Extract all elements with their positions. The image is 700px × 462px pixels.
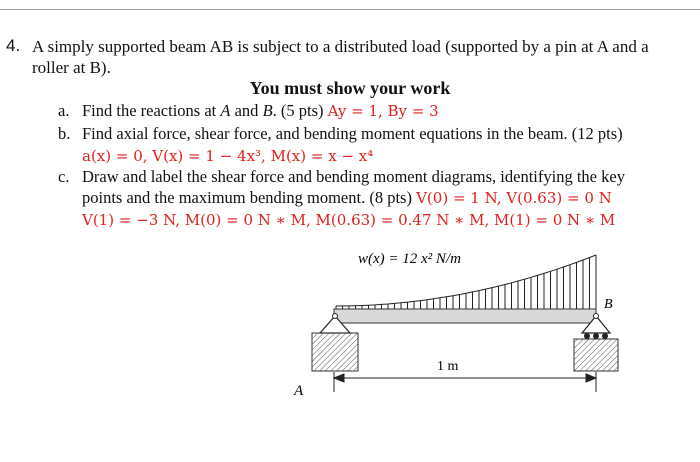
part-a-label: a. <box>58 101 70 120</box>
question-number: 4. <box>6 36 21 55</box>
part-c-text-line2: points and the maximum bending moment. (8 pts) V(0) = 1 N, V(0.63) = 0 N <box>82 188 612 207</box>
part-c-label: c. <box>58 167 70 186</box>
length-label: 1 m <box>437 359 459 374</box>
part-b-label: b. <box>58 124 71 143</box>
part-c-answer-line2: V(0) = 1 N, V(0.63) = 0 N <box>416 189 612 207</box>
label-a: A <box>294 383 304 399</box>
beam <box>334 309 596 323</box>
part-c-answer-line3: V(1) = −3 N, M(0) = 0 N ∗ M, M(0.63) = 0.47 N ∗ M, M(1) = 0 N ∗ M <box>82 211 616 229</box>
instruction-heading: You must show your work <box>249 78 451 98</box>
dimension-line <box>334 372 596 392</box>
part-b-text: Find axial force, shear force, and bending moment equations in the beam. (12 pts) <box>82 124 623 143</box>
part-b-answer: a(x) = 0, V(x) = 1 − 4x³, M(x) = x − x⁴ <box>82 147 374 165</box>
question-stem: A simply supported beam AB is subject to a distributed load (supported by a pin at A and a roller at B). <box>32 37 649 77</box>
part-a-answer: Ay = 1, By = 3 <box>327 102 439 120</box>
part-c-text-line1: Draw and label the shear force and bending moment diagrams, identifying the key <box>82 167 625 186</box>
part-a-text: Find the reactions at A and B. (5 pts) Ay = 1, By = 3 <box>82 101 439 120</box>
load-label: w(x) = 12 x² N/m <box>358 251 461 267</box>
label-b: B <box>604 297 613 312</box>
